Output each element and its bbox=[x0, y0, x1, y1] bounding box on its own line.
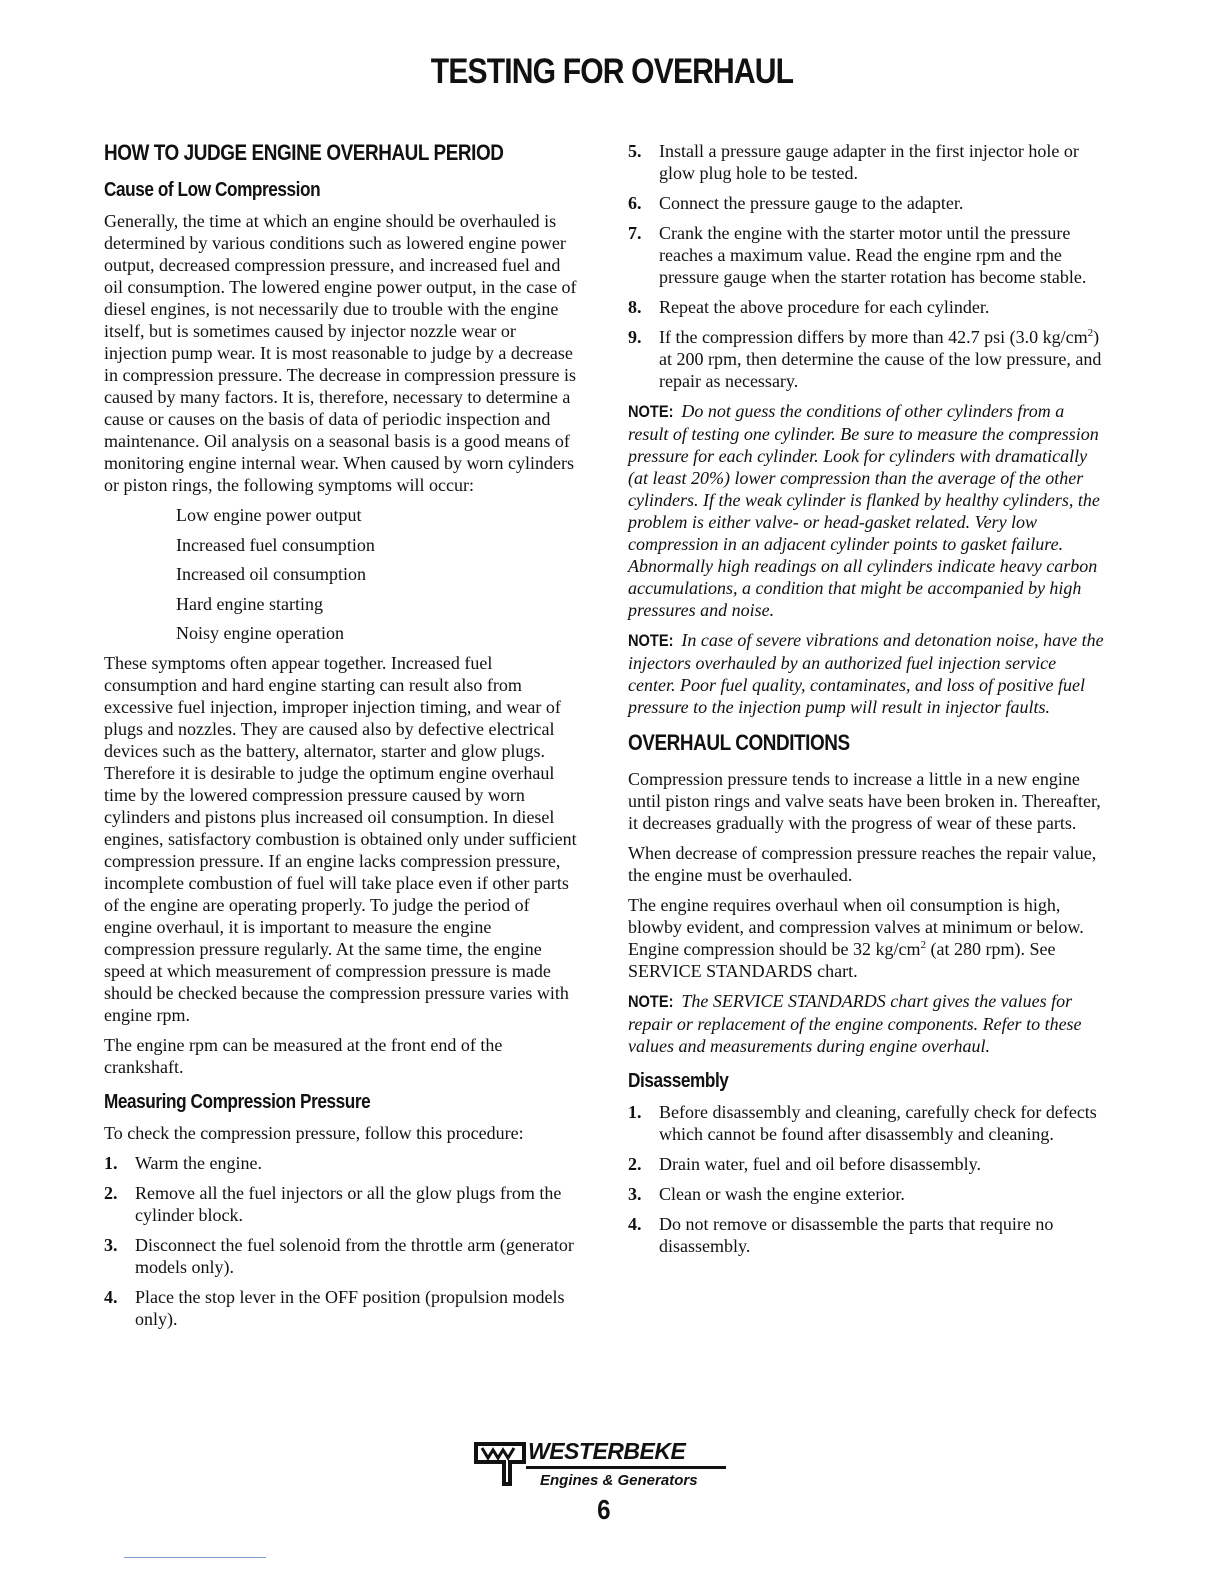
list-item: Hard engine starting bbox=[176, 593, 323, 614]
list-item bbox=[628, 296, 1108, 318]
step-number: 3. bbox=[104, 1235, 118, 1256]
list-item bbox=[628, 192, 1108, 214]
left-column bbox=[104, 140, 582, 1338]
subheading-cause-low-compression: Cause of Low Compression bbox=[104, 179, 321, 201]
measuring-intro: To check the compression pressure, follow this procedure: bbox=[104, 1123, 524, 1144]
list-item bbox=[628, 140, 1108, 184]
note-label: NOTE: bbox=[628, 992, 674, 1011]
measuring-steps-continued bbox=[628, 140, 1108, 392]
disassembly-steps bbox=[628, 1101, 1108, 1257]
list-item bbox=[104, 1234, 582, 1278]
brand-underline bbox=[526, 1466, 726, 1469]
step-text: If the compression differs by more than 42.7 psi (3.0 kg/cm bbox=[659, 327, 1088, 347]
step-number: 4. bbox=[104, 1287, 118, 1308]
step-text: Warm the engine. bbox=[135, 1153, 263, 1174]
step-text: Crank the engine with the starter motor until the pressure reaches a maximum value. Read the engine rpm and the pressure gauge when the starter rotation has become stable. bbox=[659, 223, 1087, 287]
step-number: 8. bbox=[628, 297, 642, 317]
step-number: 2. bbox=[628, 1154, 642, 1174]
measuring-steps bbox=[104, 1152, 582, 1330]
list-item: Increased fuel consumption bbox=[176, 534, 375, 555]
list-item: Noisy engine operation bbox=[176, 623, 344, 644]
section-heading-judge-overhaul: HOW TO JUDGE ENGINE OVERHAUL PERIOD bbox=[104, 140, 504, 165]
note-label: NOTE: bbox=[628, 402, 674, 421]
step-number: 6. bbox=[628, 193, 642, 213]
step-text: Before disassembly and cleaning, carefully check for defects which cannot be found after disassembly and cleaning. bbox=[659, 1102, 1097, 1144]
step-text: Connect the pressure gauge to the adapter. bbox=[659, 193, 964, 213]
step-text: Drain water, fuel and oil before disassembly. bbox=[659, 1154, 982, 1174]
list-item: Increased oil consumption bbox=[176, 564, 366, 585]
step-text: Remove all the fuel injectors or all the glow plugs from the cylinder block. bbox=[135, 1183, 562, 1226]
list-item: Low engine power output bbox=[176, 505, 362, 525]
list-item bbox=[628, 1101, 1108, 1145]
subheading-disassembly: Disassembly bbox=[628, 1070, 729, 1092]
overhaul-paragraph-3 bbox=[628, 894, 1108, 982]
list-item bbox=[628, 222, 1108, 288]
step-number: 4. bbox=[628, 1214, 642, 1234]
list-item bbox=[104, 1182, 582, 1226]
note-compression bbox=[628, 400, 1108, 621]
rpm-paragraph: The engine rpm can be measured at the front end of the crankshaft. bbox=[104, 1035, 503, 1078]
list-item bbox=[104, 1286, 582, 1330]
section-heading-overhaul-conditions: OVERHAUL CONDITIONS bbox=[628, 730, 850, 755]
step-number: 5. bbox=[628, 141, 642, 161]
footer bbox=[470, 1438, 770, 1548]
paragraph-text: (at 280 rpm). See SERVICE STANDARDS chart. bbox=[628, 939, 1056, 981]
brand-name: WESTERBEKE bbox=[528, 1438, 686, 1464]
list-item bbox=[628, 1153, 1108, 1175]
list-item bbox=[628, 326, 1108, 392]
subheading-measuring-compression: Measuring Compression Pressure bbox=[104, 1091, 371, 1114]
step-number: 3. bbox=[628, 1184, 642, 1204]
step-text: Repeat the above procedure for each cylinder. bbox=[659, 297, 990, 317]
westerbeke-logo-icon bbox=[470, 1438, 532, 1494]
page-title: TESTING FOR OVERHAUL bbox=[430, 52, 794, 91]
paragraph-text: The engine requires overhaul when oil consumption is high, blowby evident, and compression valves at minimum or below. Engine compression should be 32 kg/cm bbox=[628, 895, 1084, 959]
overhaul-paragraph-2: When decrease of compression pressure reaches the repair value, the engine must be overhauled. bbox=[628, 843, 1097, 885]
list-item bbox=[104, 1152, 582, 1174]
step-text: ) at 200 rpm, then determine the cause of the low pressure, and repair as necessary. bbox=[659, 327, 1102, 391]
step-text: Disconnect the fuel solenoid from the throttle arm (generator models only). bbox=[135, 1235, 574, 1278]
symptom-list bbox=[176, 504, 582, 644]
note-service-standards bbox=[628, 990, 1108, 1057]
brand-tagline: Engines & Generators bbox=[540, 1472, 698, 1489]
symptoms-paragraph: These symptoms often appear together. Increased fuel consumption and hard engine starting can result also from excessive fuel injection, improper injection timing, and wear of plugs and nozzles. They are caused also by defective electrical devices such as the battery, alternator, starter and glow plugs. Therefore it is desirable to judge the optimum engine overhaul time by the lowered compression pressure caused by worn cylinders and pistons plus increased oil consumption. In diesel engines, satisfactory combustion is obtained only under sufficient compression pressure. If an engine lacks compression pressure, incomplete combustion of fuel will take place even if other parts of the engine are operating properly. To judge the period of engine overhaul, it is important to measure the engine compression pressure regularly. At the same time, the engine speed at which measurement of compression pressure is made should be checked because the compression pressure varies with engine rpm. bbox=[104, 653, 577, 1026]
step-text: Place the stop lever in the OFF position (propulsion models only). bbox=[135, 1287, 565, 1330]
step-text: Do not remove or disassemble the parts that require no disassembly. bbox=[659, 1214, 1054, 1256]
superscript: 2 bbox=[1087, 327, 1094, 339]
list-item bbox=[628, 1213, 1108, 1257]
list-item bbox=[628, 1183, 1108, 1205]
page-number: 6 bbox=[597, 1494, 611, 1525]
step-text: Install a pressure gauge adapter in the first injector hole or glow plug hole to be tested. bbox=[659, 141, 1079, 183]
step-number: 7. bbox=[628, 223, 642, 243]
note-text: In case of severe vibrations and detonation noise, have the injectors overhauled by an authorized fuel injection service center. Poor fuel quality, contaminates, and loss of positive fuel pressure to the injection pump will result in injector faults. bbox=[628, 630, 1104, 717]
step-number: 2. bbox=[104, 1183, 118, 1204]
step-number: 1. bbox=[104, 1153, 118, 1174]
right-column bbox=[628, 140, 1108, 1265]
cause-paragraph: Generally, the time at which an engine should be overhauled is determined by various conditions such as lowered engine power output, decreased compression pressure, and increased fuel and oil consumption. The lowered engine power output, in the case of diesel engines, is not necessarily due to trouble with the engine itself, but is sometimes caused by injector nozzle wear or injection pump wear. It is most reasonable to judge by a decrease in compression pressure. The decrease in compression pressure is caused by many factors. It is, therefore, necessary to determine a cause or causes on the basis of data of periodic inspection and maintenance. Oil analysis on a seasonal basis is a good means of monitoring engine internal wear. When caused by worn cylinders or piston rings, the following symptoms will occur: bbox=[104, 211, 577, 495]
bottom-rule bbox=[124, 1557, 266, 1558]
step-text: Clean or wash the engine exterior. bbox=[659, 1184, 905, 1204]
step-number: 9. bbox=[628, 327, 642, 347]
note-label: NOTE: bbox=[628, 631, 674, 650]
note-text: Do not guess the conditions of other cylinders from a result of testing one cylinder. Be sure to measure the compression pressure for each cylinder. Look for cylinders with dramatically (at least 20%) lower compression than the average of the other cylinders. If the weak cylinder is flanked by healthy cylinders, the problem is either valve- or head-gasket related. Very low compression in an adjacent cylinder points to gasket failure. Abnormally high readings on all cylinders indicate heavy carbon accumulations, a condition that might be accompanied by high pressures and noise. bbox=[628, 401, 1100, 620]
note-vibration bbox=[628, 629, 1108, 718]
overhaul-paragraph-1: Compression pressure tends to increase a little in a new engine until piston rings and valve seats have been broken in. Thereafter, it decreases gradually with the progress of wear of these parts. bbox=[628, 769, 1101, 833]
superscript: 2 bbox=[920, 939, 926, 951]
note-text: The SERVICE STANDARDS chart gives the values for repair or replacement of the engine components. Refer to these values and measurements during engine overhaul. bbox=[628, 991, 1082, 1056]
step-number: 1. bbox=[628, 1102, 642, 1122]
